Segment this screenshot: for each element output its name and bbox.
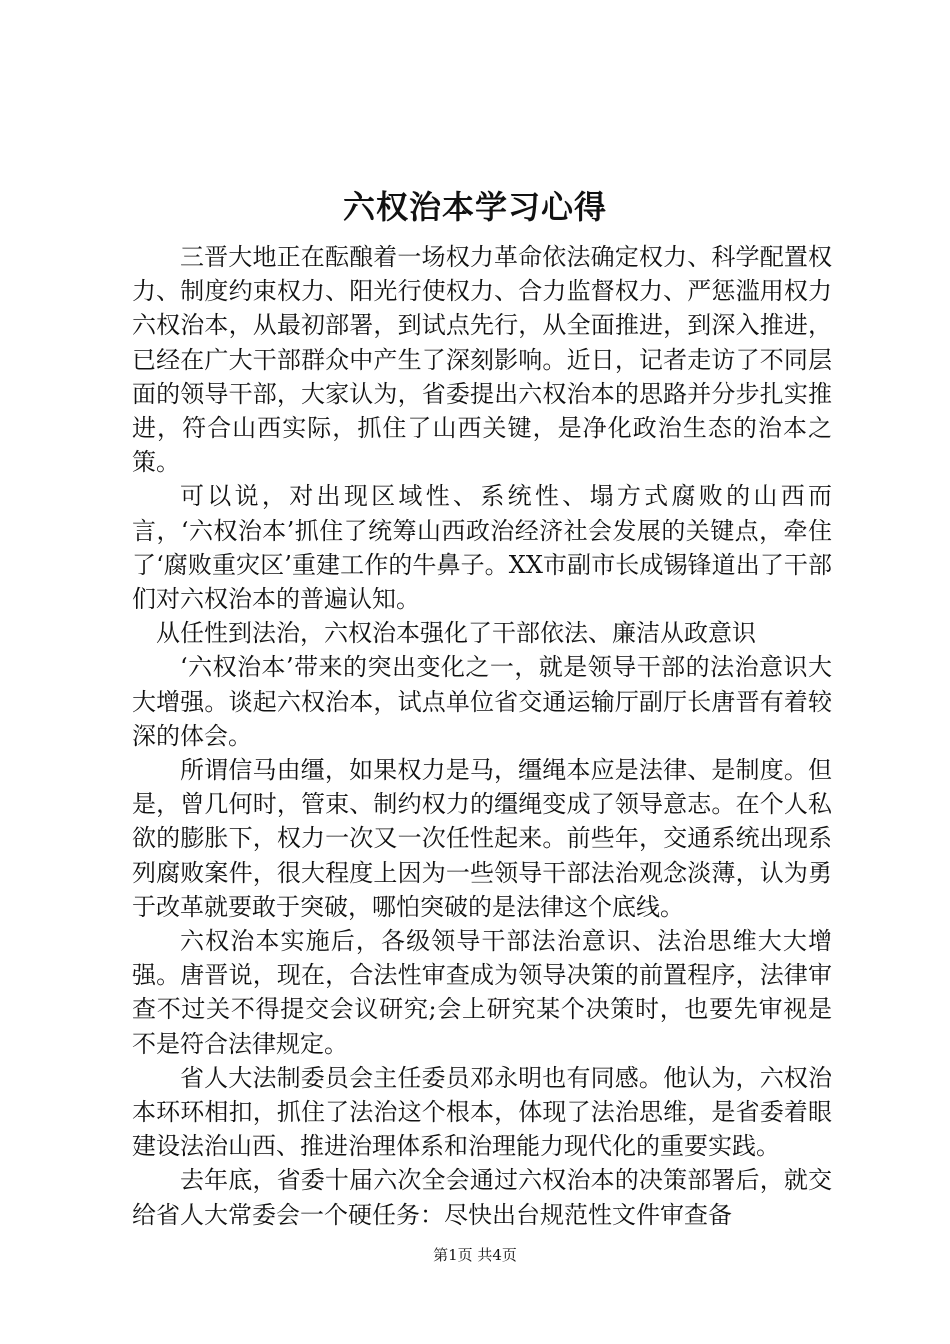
paragraph: 六权治本实施后，各级领导干部法治意识、法治思维大大增强。唐晋说，现在，合法性审查成为领导决策的前置程序，法律审查不过关不得提交会议研究;会上研究某个决策时，也要先审视是不是符合法律规定。 — [132, 927, 832, 1058]
paragraph: 三晋大地正在酝酿着一场权力革命依法确定权力、科学配置权力、制度约束权力、阳光行使权力、合力监督权力、严惩滥用权力六权治本，从最初部署，到试点先行，从全面推进，到深入推进，已经在广大干部群众中产生了深刻影响。近日，记者走访了不同层面的领导干部，大家认为，省委提出六权治本的思路并分步扎实推进，符合山西实际，抓住了山西关键，是净化政治生态的治本之策。 — [132, 243, 832, 477]
paragraph: 可以说，对出现区域性、系统性、塌方式腐败的山西而言，‘六权治本’抓住了统筹山西政治经济社会发展的关键点，牵住了‘腐败重灾区’重建工作的牛鼻子。XX市副市长成锡锋道出了干部们对六权治本的普遍认知。 — [132, 482, 832, 614]
page-number-footer: 第1页 共4页 — [433, 1246, 517, 1264]
paragraph: 所谓信马由缰，如果权力是马，缰绳本应是法律、是制度。但是，曾几何时，管束、制约权力的缰绳变成了领导意志。在个人私欲的膨胀下，权力一次又一次任性起来。前些年，交通系统出现系列腐败案件，很大程度上因为一些领导干部法治观念淡薄，认为勇于改革就要敢于突破，哪怕突破的是法律这个底线。 — [132, 756, 832, 921]
section-heading: 从任性到法治，六权治本强化了干部依法、廉洁从政意识 — [156, 619, 756, 648]
paragraph: ‘六权治本’带来的突出变化之一，就是领导干部的法治意识大大增强。谈起六权治本，试点单位省交通运输厅副厅长唐晋有着较深的体会。 — [132, 653, 832, 750]
document-body — [132, 240, 832, 1232]
paragraph: 去年底，省委十届六次全会通过六权治本的决策部署后，就交给省人大常委会一个硬任务：尽快出台规范性文件审查备 — [132, 1166, 832, 1229]
paragraph: 省人大法制委员会主任委员邓永明也有同感。他认为，六权治本环环相扣，抓住了法治这个根本，体现了法治思维，是省委着眼建设法治山西、推进治理体系和治理能力现代化的重要实践。 — [132, 1063, 832, 1161]
document-title: 六权治本学习心得 — [342, 188, 607, 226]
